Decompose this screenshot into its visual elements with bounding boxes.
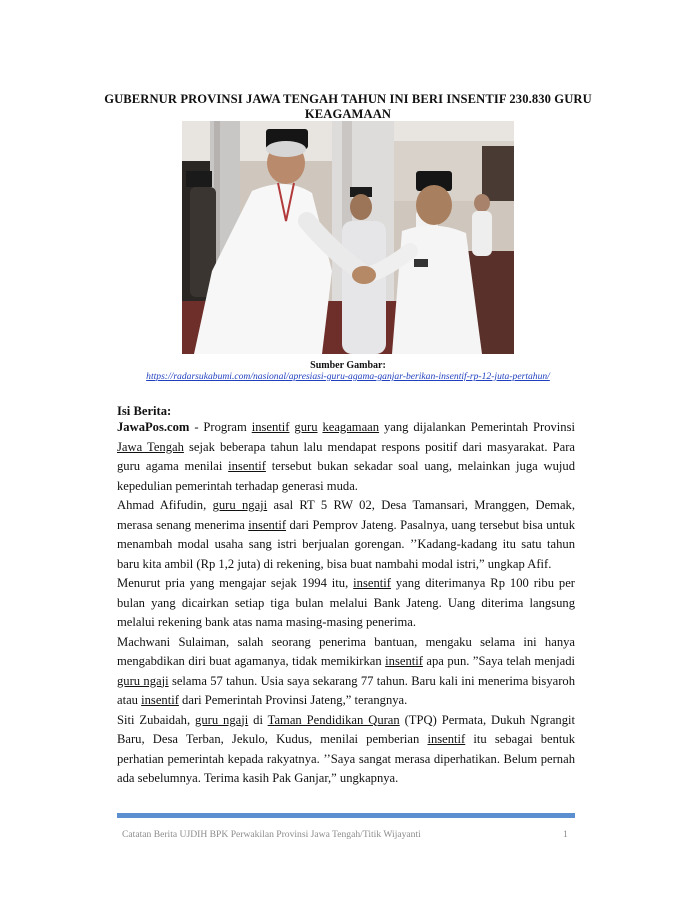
text-span: dari Pemprov Jateng. Pasalnya, uang tersebut bisa untuk menambah modal usaha sang istri berjualan gorengan. ’’Kadang-kadang itu satu tahun baru kita ambil (Rp 1,2 juta) di rekening, bisa buat nambahi modal istri,” ungkap Afif. [117, 517, 575, 571]
article-body [117, 418, 575, 789]
page-number: 1 [563, 829, 568, 840]
keyword-link[interactable]: insentif [427, 732, 466, 746]
keyword-link[interactable]: insentif [353, 576, 391, 590]
news-photo [182, 121, 514, 354]
text-span: sejak beberapa tahun lalu mendapat respons positif dari masyarakat. Para guru agama menilai [117, 439, 575, 473]
news-source: JawaPos.com [117, 420, 190, 434]
keyword-link[interactable]: guru ngaji [212, 498, 268, 512]
article-title: GUBERNUR PROVINSI JAWA TENGAH TAHUN INI BERI INSENTIF 230.830 GURU KEAGAMAAN [104, 92, 592, 121]
keyword-link[interactable]: guru ngaji [117, 673, 169, 688]
keyword-link[interactable]: insentif [228, 459, 266, 473]
text-span: Ahmad Afifudin, [117, 498, 213, 512]
keyword-link[interactable]: insentif [248, 517, 287, 532]
keyword-link[interactable]: keagamaan [322, 420, 380, 434]
keyword-link[interactable]: guru ngaji [195, 712, 249, 727]
image-source-link[interactable]: https://radarsukabumi.com/nasional/apresiasi-guru-agama-ganjar-berikan-insentif-rp-12-juta-pertahun/ [146, 371, 550, 382]
text-span: Machwani Sulaiman, salah seorang penerima bantuan, mengaku selama ini hanya mengabdikan diri buat agamanya, tidak memikirkan [117, 634, 575, 668]
text-span: di [248, 712, 268, 727]
text-span: tersebut bukan sekadar soal uang, melainkan juga wujud kepedulian pemerintah terhadap generasi muda. [117, 459, 575, 493]
paragraph [117, 496, 575, 574]
keyword-link[interactable]: guru [294, 420, 318, 434]
text-span: dari Pemerintah Provinsi Jateng,” terangnya. [178, 693, 408, 707]
keyword-link[interactable]: Taman Pendidikan Quran [267, 712, 400, 727]
text-span: selama 57 tahun. Usia saya sekarang 77 tahun. Baru kali ini menerima bisyaroh atau [117, 673, 575, 707]
text-span: - Program [189, 420, 252, 434]
text-span: Menurut pria yang mengajar sejak 1994 itu, [117, 576, 354, 590]
text-span: itu sebagai bentuk perhatian pemerintah kepada rakyatnya. ’’Saya sangat merasa diperhatikan. Belum pernah ada sebelumnya. Terima kasih Pak Ganjar,” ungkapnya. [117, 732, 576, 785]
keyword-link[interactable]: insentif [141, 693, 179, 707]
text-span: (TPQ) Permata, Dukuh Ngrangit Baru, Desa Terban, Jekulo, Kudus, menilai pemberian [117, 712, 575, 746]
paragraph [117, 574, 575, 633]
paragraph [117, 711, 575, 789]
footer-divider [117, 813, 575, 818]
paragraph [117, 418, 575, 496]
text-span: Siti Zubaidah, [117, 712, 196, 727]
text-span: apa pun. ”Saya telah menjadi [422, 654, 575, 668]
paragraph [117, 633, 575, 711]
keyword-link[interactable]: Jawa Tengah [117, 439, 184, 454]
image-caption-label: Sumber Gambar: [310, 360, 386, 371]
keyword-link[interactable]: insentif [385, 654, 423, 668]
text-span: yang diterimanya Rp 100 ribu per bulan yang dicairkan setiap tiga bulan melalui Bank Jateng. Uang diterima langsung melalui rekening bank atas nama masing-masing penerima. [117, 576, 575, 629]
text-span: yang dijalankan Pemerintah Provinsi [379, 420, 576, 434]
text-span: asal RT 5 RW 02, Desa Tamansari, Mranggen, Demak, merasa senang menerima [117, 498, 576, 532]
footer-text: Catatan Berita UJDIH BPK Perwakilan Provinsi Jawa Tengah/Titik Wijayanti [122, 829, 421, 840]
keyword-link[interactable]: insentif [251, 420, 290, 434]
section-heading: Isi Berita: [117, 404, 172, 418]
